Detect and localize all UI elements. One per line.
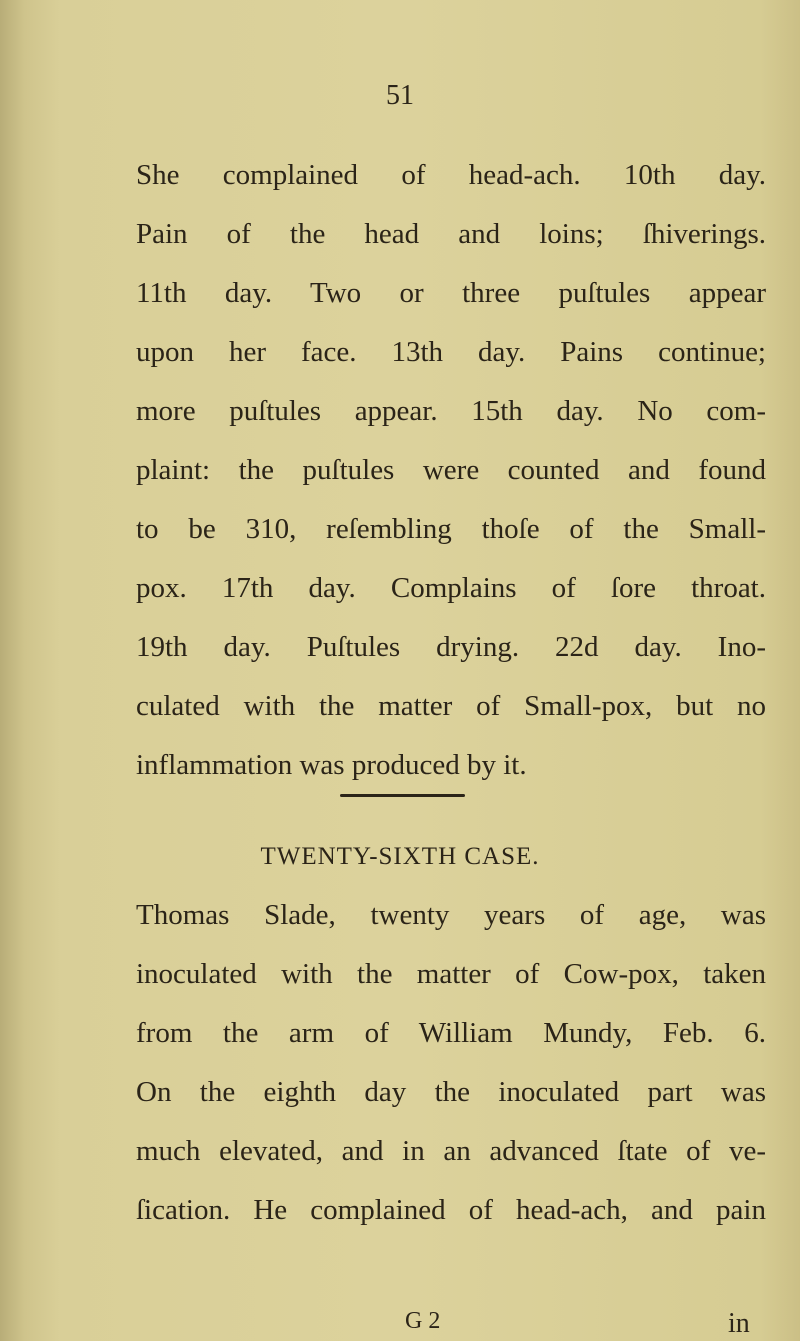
text-line: plaint: the puſtules were counted and found [136,454,766,486]
text-line: Pain of the head and loins; ſhiverings. [136,218,766,250]
case-heading: TWENTY-SIXTH CASE. [260,843,540,870]
text-line: 19th day. Puſtules drying. 22d day. Ino- [136,631,766,663]
text-line: 11th day. Two or three puſtules appear [136,277,766,309]
text-line: Thomas Slade, twenty years of age, was [136,899,766,931]
catchword: in [728,1308,750,1339]
text-line: upon her face. 13th day. Pains continue; [136,336,766,368]
text-line: much elevated, and in an advanced ſtate of ve- [136,1135,766,1167]
signature-mark: G 2 [405,1308,441,1334]
text-line: more puſtules appear. 15th day. No com- [136,395,766,427]
paragraph-previous-case [136,146,766,795]
text-line: On the eighth day the inoculated part was [136,1076,766,1108]
section-divider [340,794,465,797]
text-line: from the arm of William Mundy, Feb. 6. [136,1017,766,1049]
text-line: She complained of head-ach. 10th day. [136,159,766,191]
text-line: to be 310, reſembling thoſe of the Small- [136,513,766,545]
text-line: pox. 17th day. Complains of ſore throat. [136,572,766,604]
paragraph-case-26 [136,886,766,1240]
page-number: 51 [386,80,414,111]
text-line: inflammation was produced by it. [136,749,527,781]
text-line: ſication. He complained of head-ach, and pain [136,1194,766,1226]
text-line: culated with the matter of Small-pox, but no [136,690,766,722]
text-line: inoculated with the matter of Cow-pox, taken [136,958,766,990]
